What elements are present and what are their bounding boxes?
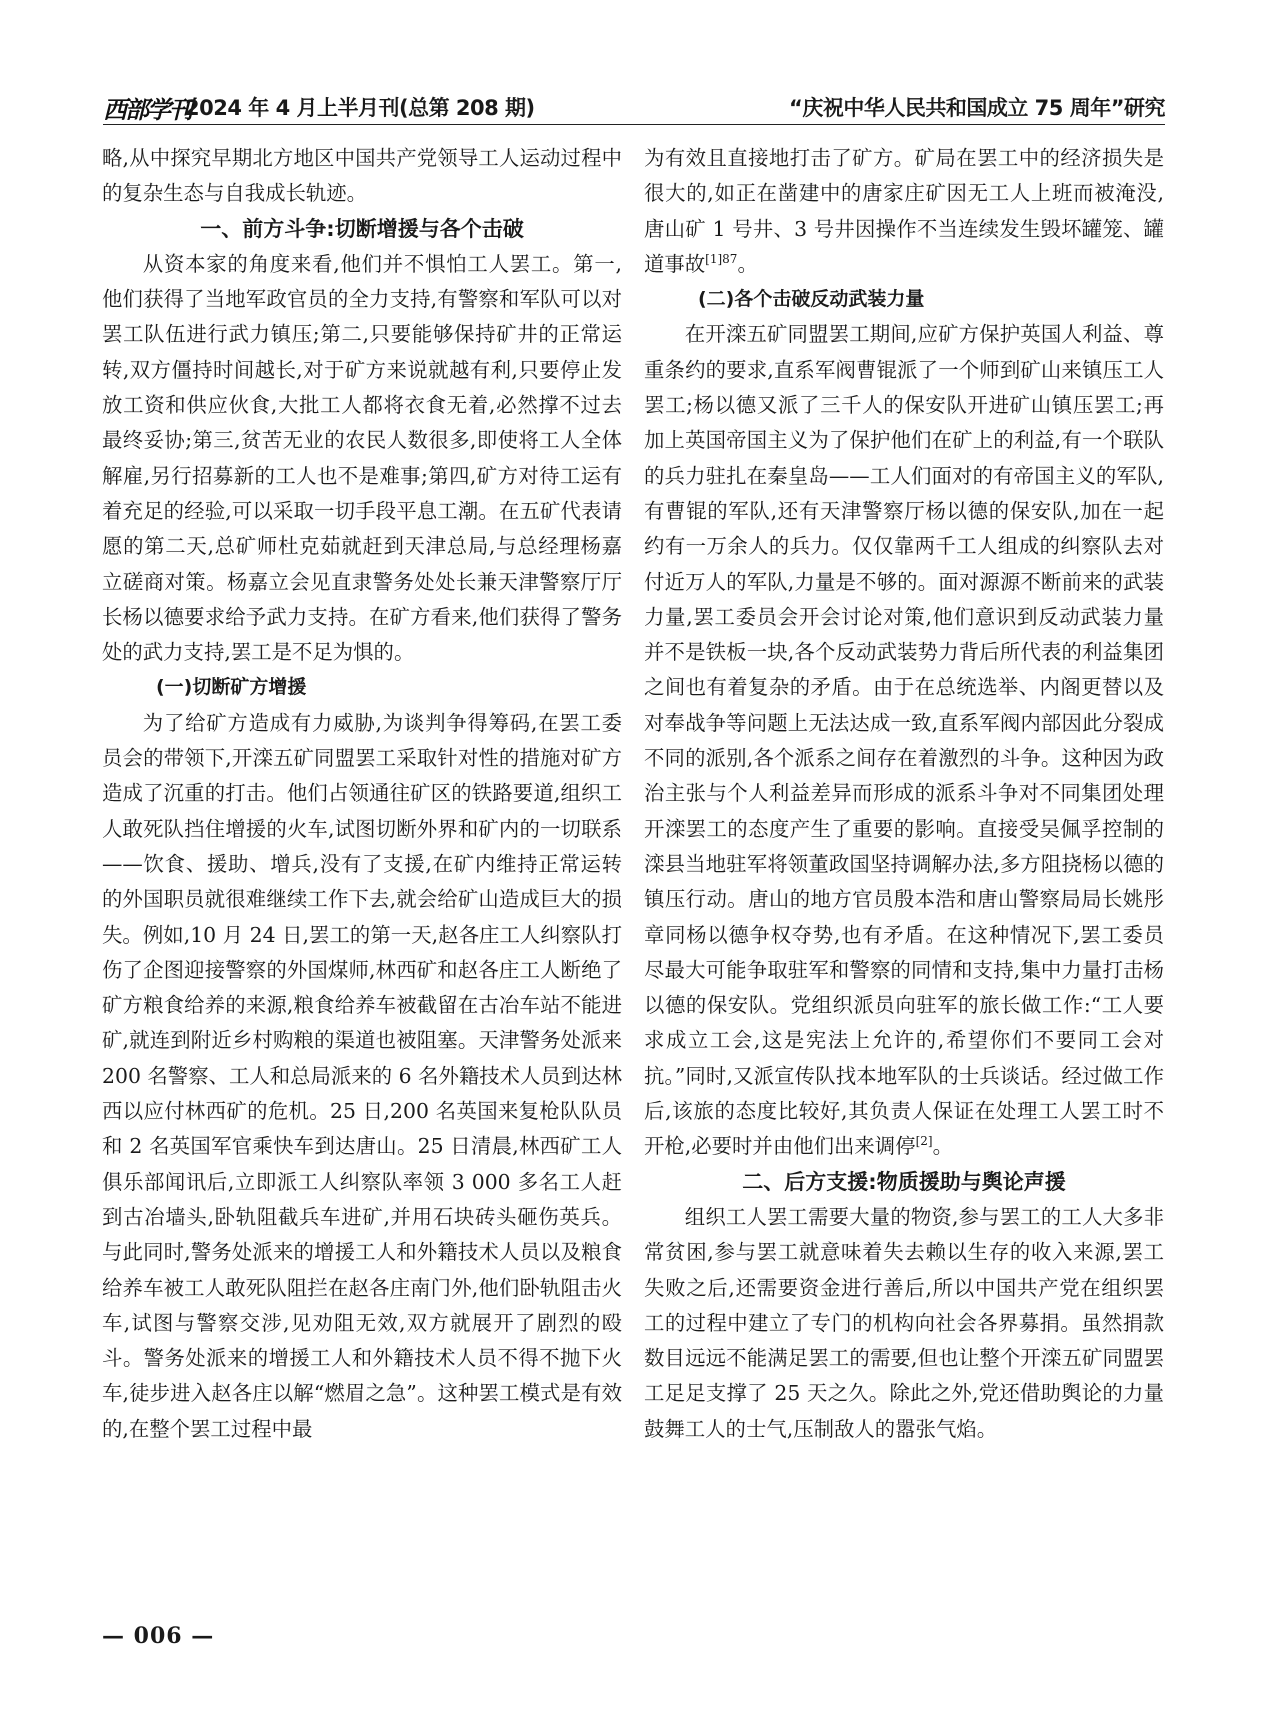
- paragraph: 从资本家的角度来看,他们并不惧怕工人罢工。第一,他们获得了当地军政官员的全力支持,有警察和军队可以对罢工队伍进行武力镇压;第二,只要能够保持矿井的正常运转,双方僵持时间越长,对于矿方来说就越有利,只要停止发放工资和供应伙食,大批工人都将衣食无着,必然撑不过去最终妥协;第三,贫苦无业的农民人数很多,即使将工人全体解雇,另行招募新的工人也不是难事;第四,矿方对待工运有着充足的经验,可以采取一切手段平息工潮。在五矿代表请愿的第二天,总矿师杜克茹就赶到天津总局,与总经理杨嘉立磋商对策。杨嘉立会见直隶警务处处长兼天津警察厅厅长杨以德要求给予武力支持。在矿方看来,他们获得了警务处的武力支持,罢工是不足为惧的。: [102, 251, 622, 665]
- subsection-heading-2: (二)各个击破反动武装力量: [698, 288, 925, 311]
- paragraph-end: 。: [737, 251, 758, 276]
- section-heading-2: 二、后方支援:物质援助与舆论声援: [742, 1169, 1066, 1194]
- paragraph-continued: 略,从中探究早期北方地区中国共产党领导工人运动过程中的复杂生态与自我成长轨迹。: [102, 146, 622, 206]
- paragraph-text: 为有效且直接地打击了矿方。矿局在罢工中的经济损失是很大的,如正在凿建中的唐家庄矿因无工人上班而被淹没,唐山矿 1 号井、3 号井因操作不当连续发生毁坏罐笼、罐道事故: [644, 146, 1164, 276]
- journal-logo: 西部学刊: [103, 95, 191, 124]
- running-header: [103, 86, 1165, 125]
- column-title: “庆祝中华人民共和国成立 75 周年”研究: [789, 96, 1165, 120]
- citation-ref: [2]: [915, 1134, 933, 1149]
- paragraph-end: 。: [932, 1134, 953, 1159]
- section-heading-1: 一、前方斗争:切断增援与各个击破: [200, 216, 524, 241]
- page-number: — 006 —: [102, 1623, 215, 1649]
- paragraph-text: 在开滦五矿同盟罢工期间,应矿方保护英国人利益、尊重条约的要求,直系军阀曹锟派了一个师到矿山来镇压工人罢工;杨以德又派了三千人的保安队开进矿山镇压罢工;再加上英国帝国主义为了保护他们在矿上的利益,有一个联队的兵力驻扎在秦皇岛——工人们面对的有帝国主义的军队,有曹锟的军队,还有天津警察厅杨以德的保安队,加在一起约有一万余人的兵力。仅仅靠两千工人组成的纠察队去对付近万人的军队,力量是不够的。面对源源不断前来的武装力量,罢工委员会开会讨论对策,他们意识到反动武装力量并不是铁板一块,各个反动武装势力背后所代表的利益集团之间也有着复杂的矛盾。由于在总统选举、内阁更替以及对奉战争等问题上无法达成一致,直系军阀内部因此分裂成不同的派别,各个派系之间存在着激烈的斗争。这种因为政治主张与个人利益差异而形成的派系斗争对不同集团处理开滦罢工的态度产生了重要的影响。直接受吴佩孚控制的滦县当地驻军将领董政国坚持调解办法,多方阻挠杨以德的镇压行动。唐山的地方官员殷本浩和唐山警察局局长姚彤章同杨以德争权夺势,也有矛盾。在这种情况下,罢工委员尽最大可能争取驻军和警察的同情和支持,集中力量打击杨以德的保安队。党组织派员向驻军的旅长做工作:“工人要求成立工会,这是宪法上允许的,希望你们不要同工会对抗。”同时,又派宣传队找本地军队的士兵谈话。经过做工作后,该旅的态度比较好,其负责人保证在处理工人罢工时不开枪,必要时并由他们出来调停: [644, 322, 1164, 1159]
- subsection-heading-1: (一)切断矿方增援: [156, 676, 307, 699]
- paragraph-continued: [644, 141, 1164, 282]
- issue-info: 2024 年 4 月上半月刊(总第 208 期): [185, 96, 535, 120]
- paragraph: 组织工人罢工需要大量的物资,参与罢工的工人大多非常贫困,参与罢工就意味着失去赖以生存的收入来源,罢工失败之后,还需要资金进行善后,所以中国共产党在组织罢工的过程中建立了专门的机构向社会各界募捐。虽然捐款数目远远不能满足罢工的需要,但也让整个开滦五矿同盟罢工足足支撑了 25 天之久。除此之外,党还借助舆论的力量鼓舞工人的士气,压制敌人的嚣张气焰。: [644, 1204, 1164, 1441]
- paragraph: 为了给矿方造成有力威胁,为谈判争得筹码,在罢工委员会的带领下,开滦五矿同盟罢工采取针对性的措施对矿方造成了沉重的打击。他们占领通往矿区的铁路要道,组织工人敢死队挡住增援的火车,试图切断外界和矿内的一切联系——饮食、援助、增兵,没有了支援,在矿内维持正常运转的外国职员就很难继续工作下去,就会给矿山造成巨大的损失。例如,10 月 24 日,罢工的第一天,赵各庄工人纠察队打伤了企图迎接警察的外国煤师,林西矿和赵各庄工人断绝了矿方粮食给养的来源,粮食给养车被截留在古冶车站不能进矿,就连到附近乡村购粮的渠道也被阻塞。天津警务处派来 200 名警察、工人和总局派来的 6 名外籍技术人员到达林西以应付林西矿的危机。25 日,200 名英国来复枪队队员和 2 名英国军官乘快车到达唐山。25 日清晨,林西矿工人俱乐部闻讯后,立即派工人纠察队率领 3 000 多名工人赶到古冶墙头,卧轨阻截兵车进矿,并用石块砖头砸伤英兵。与此同时,警务处派来的增援工人和外籍技术人员以及粮食给养车被工人敢死队阻拦在赵各庄南门外,他们卧轨阻击火车,试图与警察交涉,见劝阻无效,双方就展开了剧烈的殴斗。警务处派来的增援工人和外籍技术人员不得不抛下火车,徒步进入赵各庄以解“燃眉之急”。这种罢工模式是有效的,在整个罢工过程中最: [102, 710, 622, 1441]
- citation-ref: [1]87: [705, 252, 738, 267]
- right-column: [644, 141, 1164, 1593]
- paragraph: [644, 317, 1164, 1164]
- left-column: [102, 141, 622, 1593]
